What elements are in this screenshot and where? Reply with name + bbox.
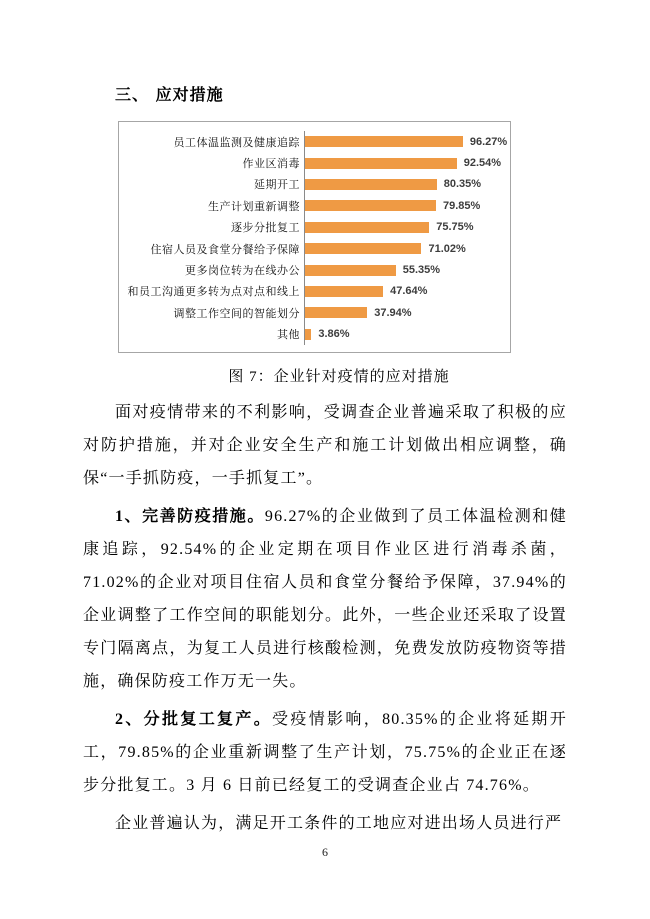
bar-area xyxy=(300,157,510,169)
chart-row xyxy=(119,217,510,238)
chart-row xyxy=(119,238,510,259)
bar-area xyxy=(300,328,510,340)
category-label: 生产计划重新调整 xyxy=(208,200,300,213)
category-label: 作业区消毒 xyxy=(242,158,300,171)
value-label: 80.35% xyxy=(443,178,482,191)
bar-area xyxy=(300,264,510,276)
bar xyxy=(305,307,367,318)
value-label: 37.94% xyxy=(374,306,412,319)
bar-area xyxy=(300,307,510,319)
bar xyxy=(305,200,436,211)
bar xyxy=(305,158,457,169)
category-label: 更多岗位转为在线办公 xyxy=(185,265,300,278)
bar xyxy=(305,329,311,340)
bar-area xyxy=(300,136,510,148)
bar-area xyxy=(300,243,510,255)
value-label: 79.85% xyxy=(442,199,481,212)
figure-caption: 图 7：企业针对疫情的应对措施 xyxy=(228,369,450,385)
value-label: 96.27% xyxy=(469,135,508,148)
chart-row xyxy=(119,324,510,345)
paragraph xyxy=(83,703,567,802)
bar-area xyxy=(300,178,510,190)
bar xyxy=(305,243,421,254)
value-label: 75.75% xyxy=(436,221,474,234)
bar xyxy=(305,286,383,297)
page-number: 6 xyxy=(322,845,328,859)
bar xyxy=(305,265,396,276)
value-label: 55.35% xyxy=(402,264,441,277)
paragraph-bold-run: 2、分批复工复产。 xyxy=(115,711,273,728)
paragraph xyxy=(83,396,567,495)
chart-row xyxy=(119,195,510,216)
body-paragraphs xyxy=(83,396,567,840)
chart-rows xyxy=(119,131,510,345)
value-label: 71.02% xyxy=(428,242,466,255)
category-label: 其他 xyxy=(277,329,300,342)
value-label: 3.86% xyxy=(318,328,350,341)
bar xyxy=(305,179,437,190)
category-label: 住宿人员及食堂分餐给予保障 xyxy=(150,243,300,256)
chart-row xyxy=(119,281,510,302)
bar xyxy=(305,136,463,147)
paragraph-run: 96.27%的企业做到了员工体温检测和健康追踪，92.54%的企业定期在项目作业区进行消毒杀菌，71.02%的企业对项目住宿人员和食堂分餐给予保障，37.94%的企业调整了工作空间的职能划分。此外，一些企业还采取了设置专门隔离点，为复工人员进行核酸检测，免费发放防疫物资等措施，确保防疫工作万无一失。 xyxy=(83,508,567,690)
value-label: 47.64% xyxy=(390,285,428,298)
paragraph-run: 企业普遍认为，满足开工条件的工地应对进出场人员进行严 xyxy=(115,815,563,832)
chart-row xyxy=(119,131,510,152)
category-label: 和员工沟通更多转为点对点和线上 xyxy=(127,286,300,299)
section-heading: 三、 应对措施 xyxy=(115,85,224,104)
chart-row xyxy=(119,152,510,173)
y-axis-line xyxy=(304,131,305,345)
bar xyxy=(305,222,429,233)
value-label: 92.54% xyxy=(463,157,502,170)
chart-row xyxy=(119,174,510,195)
category-label: 延期开工 xyxy=(254,179,300,192)
chart-row xyxy=(119,302,510,323)
paragraph xyxy=(83,807,567,840)
paragraph-run: 面对疫情带来的不利影响，受调查企业普遍采取了积极的应对防护措施，并对企业安全生产和施工计划做出相应调整，确保“一手抓防疫，一手抓复工”。 xyxy=(83,404,567,487)
figure-7-bar-chart xyxy=(118,121,511,353)
chart-row xyxy=(119,259,510,280)
bar-area xyxy=(300,221,510,233)
bar-area xyxy=(300,285,510,297)
bar-area xyxy=(300,200,510,212)
paragraph-bold-run: 1、完善防疫措施。 xyxy=(115,508,265,525)
paragraph xyxy=(83,500,567,698)
category-label: 调整工作空间的智能划分 xyxy=(173,307,300,320)
category-label: 员工体温监测及健康追踪 xyxy=(173,136,300,149)
category-label: 逐步分批复工 xyxy=(231,222,300,235)
paragraph-run: 受疫情影响，80.35%的企业将延期开工，79.85%的企业重新调整了生产计划，75.75%的企业正在逐步分批复工。3 月 6 日前已经复工的受调查企业占 74.76%。 xyxy=(83,711,567,794)
